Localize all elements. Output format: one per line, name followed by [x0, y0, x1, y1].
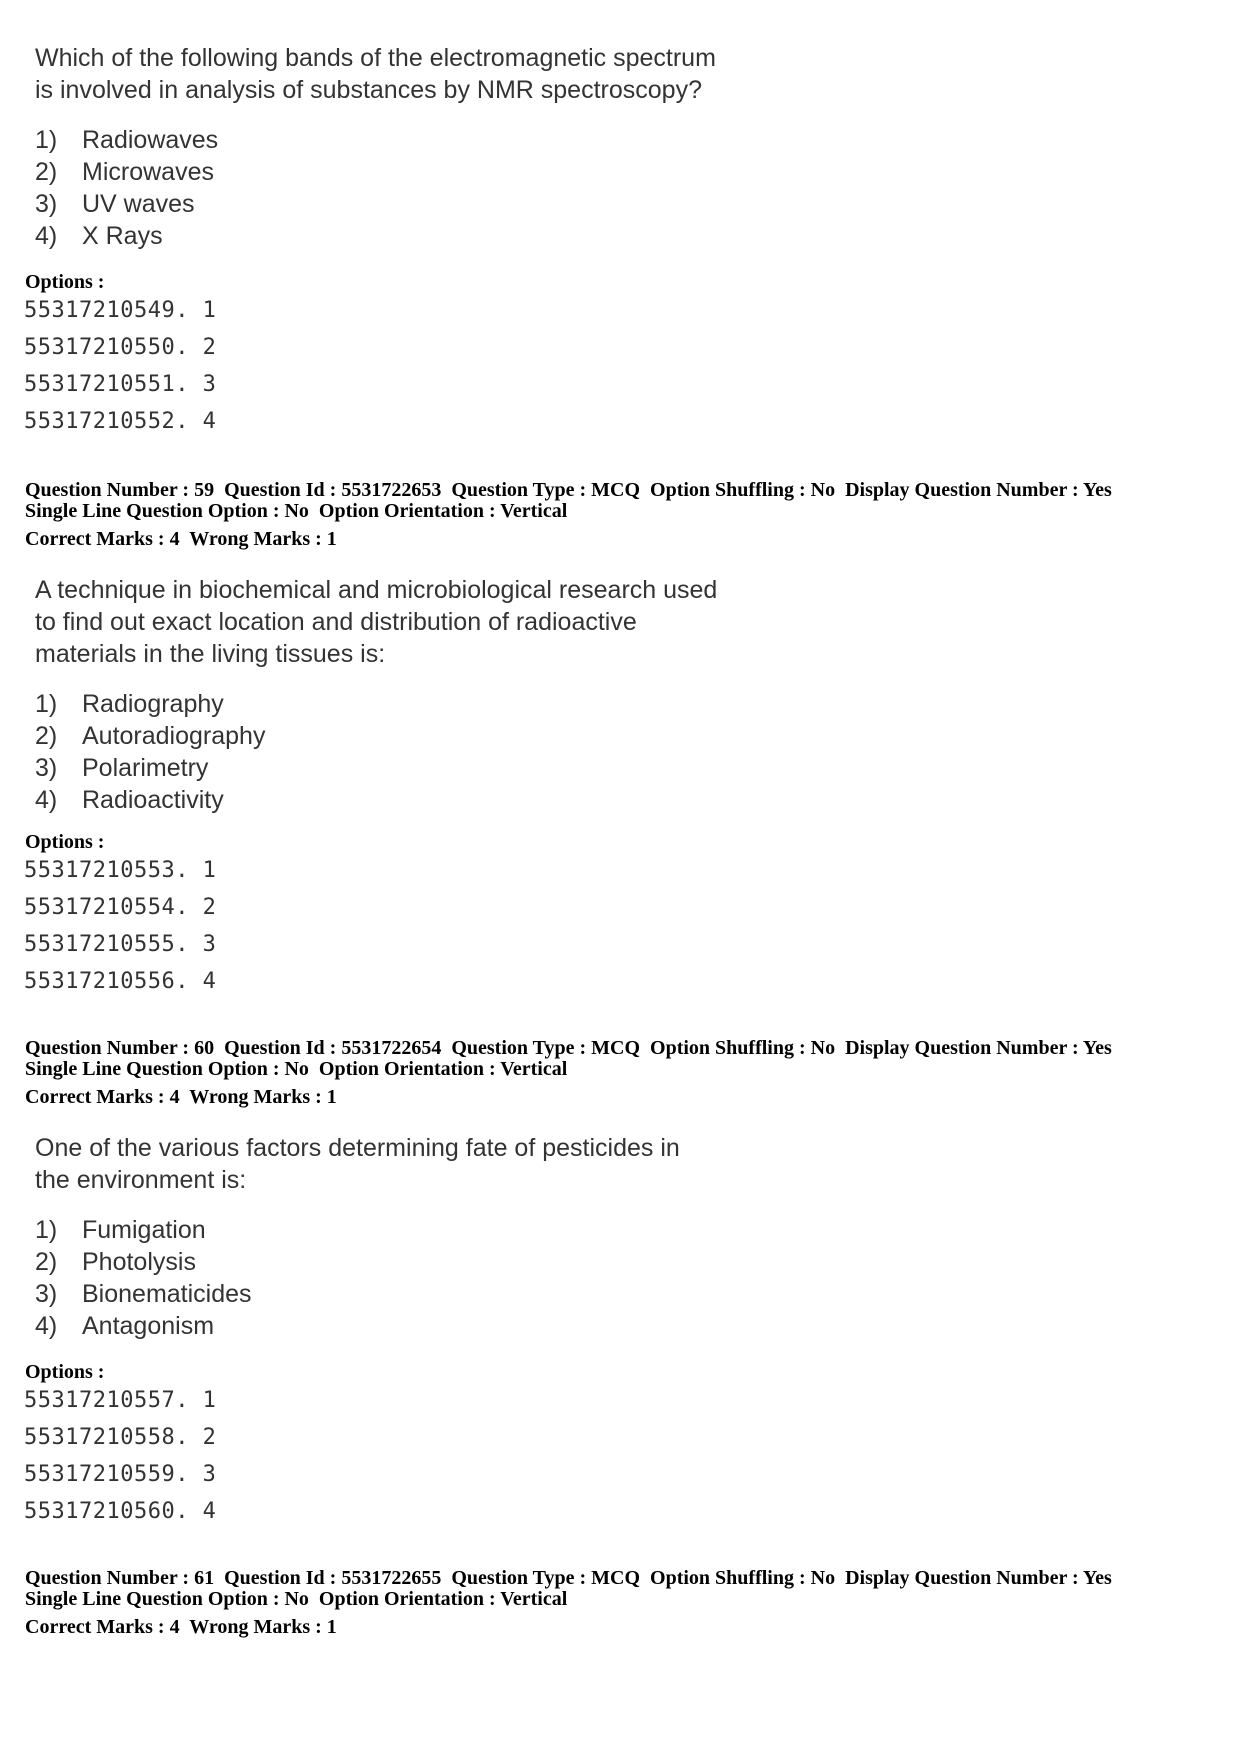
question-60-choices	[35, 1214, 252, 1342]
question-60-marks: Correct Marks : 4 Wrong Marks : 1	[25, 1086, 337, 1108]
option-id: 55317210556. 4	[24, 969, 217, 994]
option-id: 55317210559. 3	[24, 1462, 217, 1487]
options-label: Options :	[25, 1361, 105, 1383]
option-id: 55317210549. 1	[24, 298, 217, 323]
question-60-meta: Question Number : 60 Question Id : 5531722654 Question Type : MCQ Option Shuffling : No Display Question Number : Yes Single Line Question Option : No Option Orientation : Vertical	[25, 1037, 1112, 1080]
choice-item: 4) Antagonism	[35, 1312, 215, 1340]
question-59-marks: Correct Marks : 4 Wrong Marks : 1	[25, 528, 337, 550]
question-59-choices	[35, 688, 265, 816]
options-label: Options :	[25, 831, 105, 853]
choice-item: 3) UV waves	[35, 190, 195, 218]
question-58-options	[24, 292, 216, 440]
option-id: 55317210551. 3	[24, 372, 217, 397]
choice-item: 3) Bionematicides	[35, 1280, 252, 1308]
choice-item: 2) Autoradiography	[35, 722, 266, 750]
choice-item: 2) Photolysis	[35, 1248, 196, 1276]
choice-item: 1) Radiowaves	[35, 126, 219, 154]
choice-item: 4) X Rays	[35, 222, 163, 250]
options-label: Options :	[25, 271, 105, 293]
question-61-meta: Question Number : 61 Question Id : 5531722655 Question Type : MCQ Option Shuffling : No Display Question Number : Yes Single Line Question Option : No Option Orientation : Vertical	[25, 1567, 1112, 1610]
question-58-choices	[35, 124, 218, 252]
option-id: 55317210554. 2	[24, 895, 217, 920]
question-59-options	[24, 852, 216, 1000]
choice-item: 1) Fumigation	[35, 1216, 206, 1244]
option-id: 55317210553. 1	[24, 858, 217, 883]
choice-item: 2) Microwaves	[35, 158, 214, 186]
option-id: 55317210557. 1	[24, 1388, 217, 1413]
option-id: 55317210558. 2	[24, 1425, 217, 1450]
option-id: 55317210555. 3	[24, 932, 217, 957]
question-60-options	[24, 1382, 216, 1530]
question-61-marks: Correct Marks : 4 Wrong Marks : 1	[25, 1616, 337, 1638]
choice-item: 4) Radioactivity	[35, 786, 224, 814]
question-59-text: A technique in biochemical and microbiological research used to find out exact location and distribution of radioactive materials in the living tissues is:	[35, 576, 718, 668]
option-id: 55317210560. 4	[24, 1499, 217, 1524]
choice-item: 3) Polarimetry	[35, 754, 209, 782]
question-59-meta: Question Number : 59 Question Id : 5531722653 Question Type : MCQ Option Shuffling : No Display Question Number : Yes Single Line Question Option : No Option Orientation : Vertical	[25, 479, 1112, 522]
option-id: 55317210550. 2	[24, 335, 217, 360]
question-60-text: One of the various factors determining fate of pesticides in the environment is:	[35, 1134, 680, 1194]
option-id: 55317210552. 4	[24, 409, 217, 434]
question-58-text: Which of the following bands of the electromagnetic spectrum is involved in analysis of substances by NMR spectroscopy?	[35, 44, 716, 104]
choice-item: 1) Radiography	[35, 690, 224, 718]
